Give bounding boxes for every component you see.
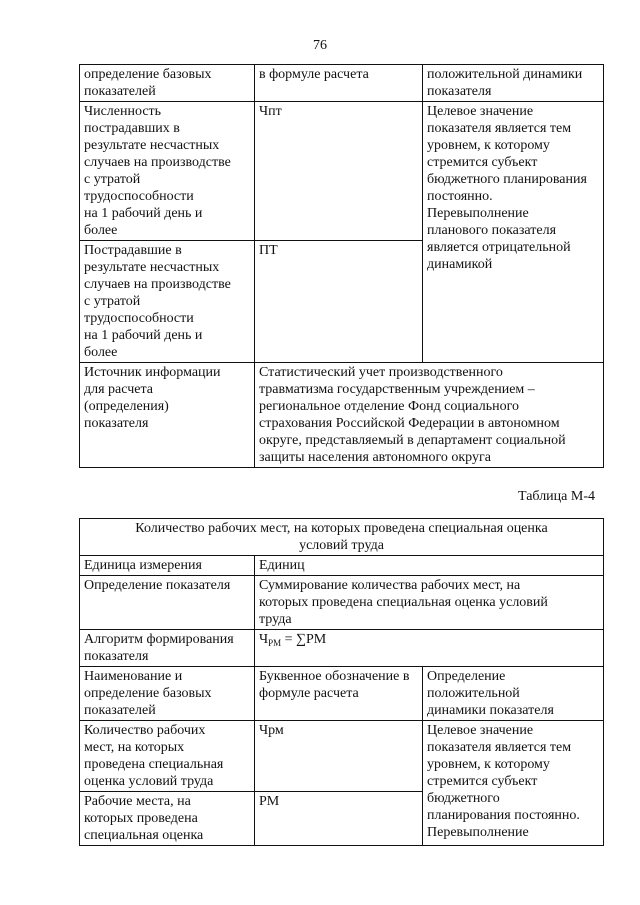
table-cell: Численность пострадавших в результате несчастных случаев на производстве с утратой трудоспособности на 1 рабочий день и более: [80, 102, 255, 241]
formula-subscript: РМ: [268, 638, 282, 648]
table-cell: Буквенное обозначение в формуле расчета: [255, 667, 423, 721]
table-row: [80, 721, 604, 792]
table-cell: ПТ: [255, 241, 423, 363]
table-cell: Целевое значение показателя является тем уровнем, к которому стремится субъект бюджетного планирования постоянно. Перевыполнение: [423, 721, 604, 846]
table-row: [80, 556, 604, 576]
table-cell: Определение показателя: [80, 576, 255, 630]
table-cell: определение базовых показателей: [80, 65, 255, 102]
indicator-table-m4: [79, 518, 604, 846]
table-row: [80, 630, 604, 667]
table-cell: Источник информации для расчета (определения) показателя: [80, 363, 255, 468]
formula-rhs: = ∑РМ: [281, 632, 327, 647]
table-title: Количество рабочих мест, на которых проведена специальная оценка условий труда: [80, 519, 604, 556]
formula-lhs: Ч: [259, 632, 269, 647]
table-cell: Единиц: [255, 556, 604, 576]
table-row: [80, 65, 604, 102]
table-cell: РМ: [255, 792, 423, 846]
table-row: [80, 102, 604, 241]
table-cell: положительной динамики показателя: [423, 65, 604, 102]
table-cell: Чрм: [255, 721, 423, 792]
table-row: [80, 667, 604, 721]
table-cell: в формуле расчета: [255, 65, 423, 102]
indicator-table-continued: [79, 64, 604, 468]
table-cell: Единица измерения: [80, 556, 255, 576]
table-cell: Определение положительной динамики показателя: [423, 667, 604, 721]
table-cell: Рабочие места, на которых проведена специальная оценка: [80, 792, 255, 846]
table-cell: Алгоритм формирования показателя: [80, 630, 255, 667]
table-cell: Суммирование количества рабочих мест, на которых проведена специальная оценка условий труда: [255, 576, 604, 630]
table-row: [80, 519, 604, 556]
page-number: 76: [313, 38, 327, 53]
table-cell: Статистический учет производственного травматизма государственным учреждением – региональное отделение Фонд социального страхования Российской Федерации в автономном округе, представляемый в департамент социальной защиты населения автономного округа: [255, 363, 604, 468]
table-cell: Наименование и определение базовых показателей: [80, 667, 255, 721]
table-caption: Таблица М-4: [518, 489, 595, 504]
table-cell: Количество рабочих мест, на которых проведена специальная оценка условий труда: [80, 721, 255, 792]
formula-cell: [255, 630, 604, 667]
table-row: [80, 363, 604, 468]
table-row: [80, 576, 604, 630]
table-cell: Целевое значение показателя является тем уровнем, к которому стремится субъект бюджетного планирования постоянно. Перевыполнение планового показателя является отрицательной динамикой: [423, 102, 604, 363]
table-cell: Пострадавшие в результате несчастных случаев на производстве с утратой трудоспособности на 1 рабочий день и более: [80, 241, 255, 363]
table-cell: Чпт: [255, 102, 423, 241]
